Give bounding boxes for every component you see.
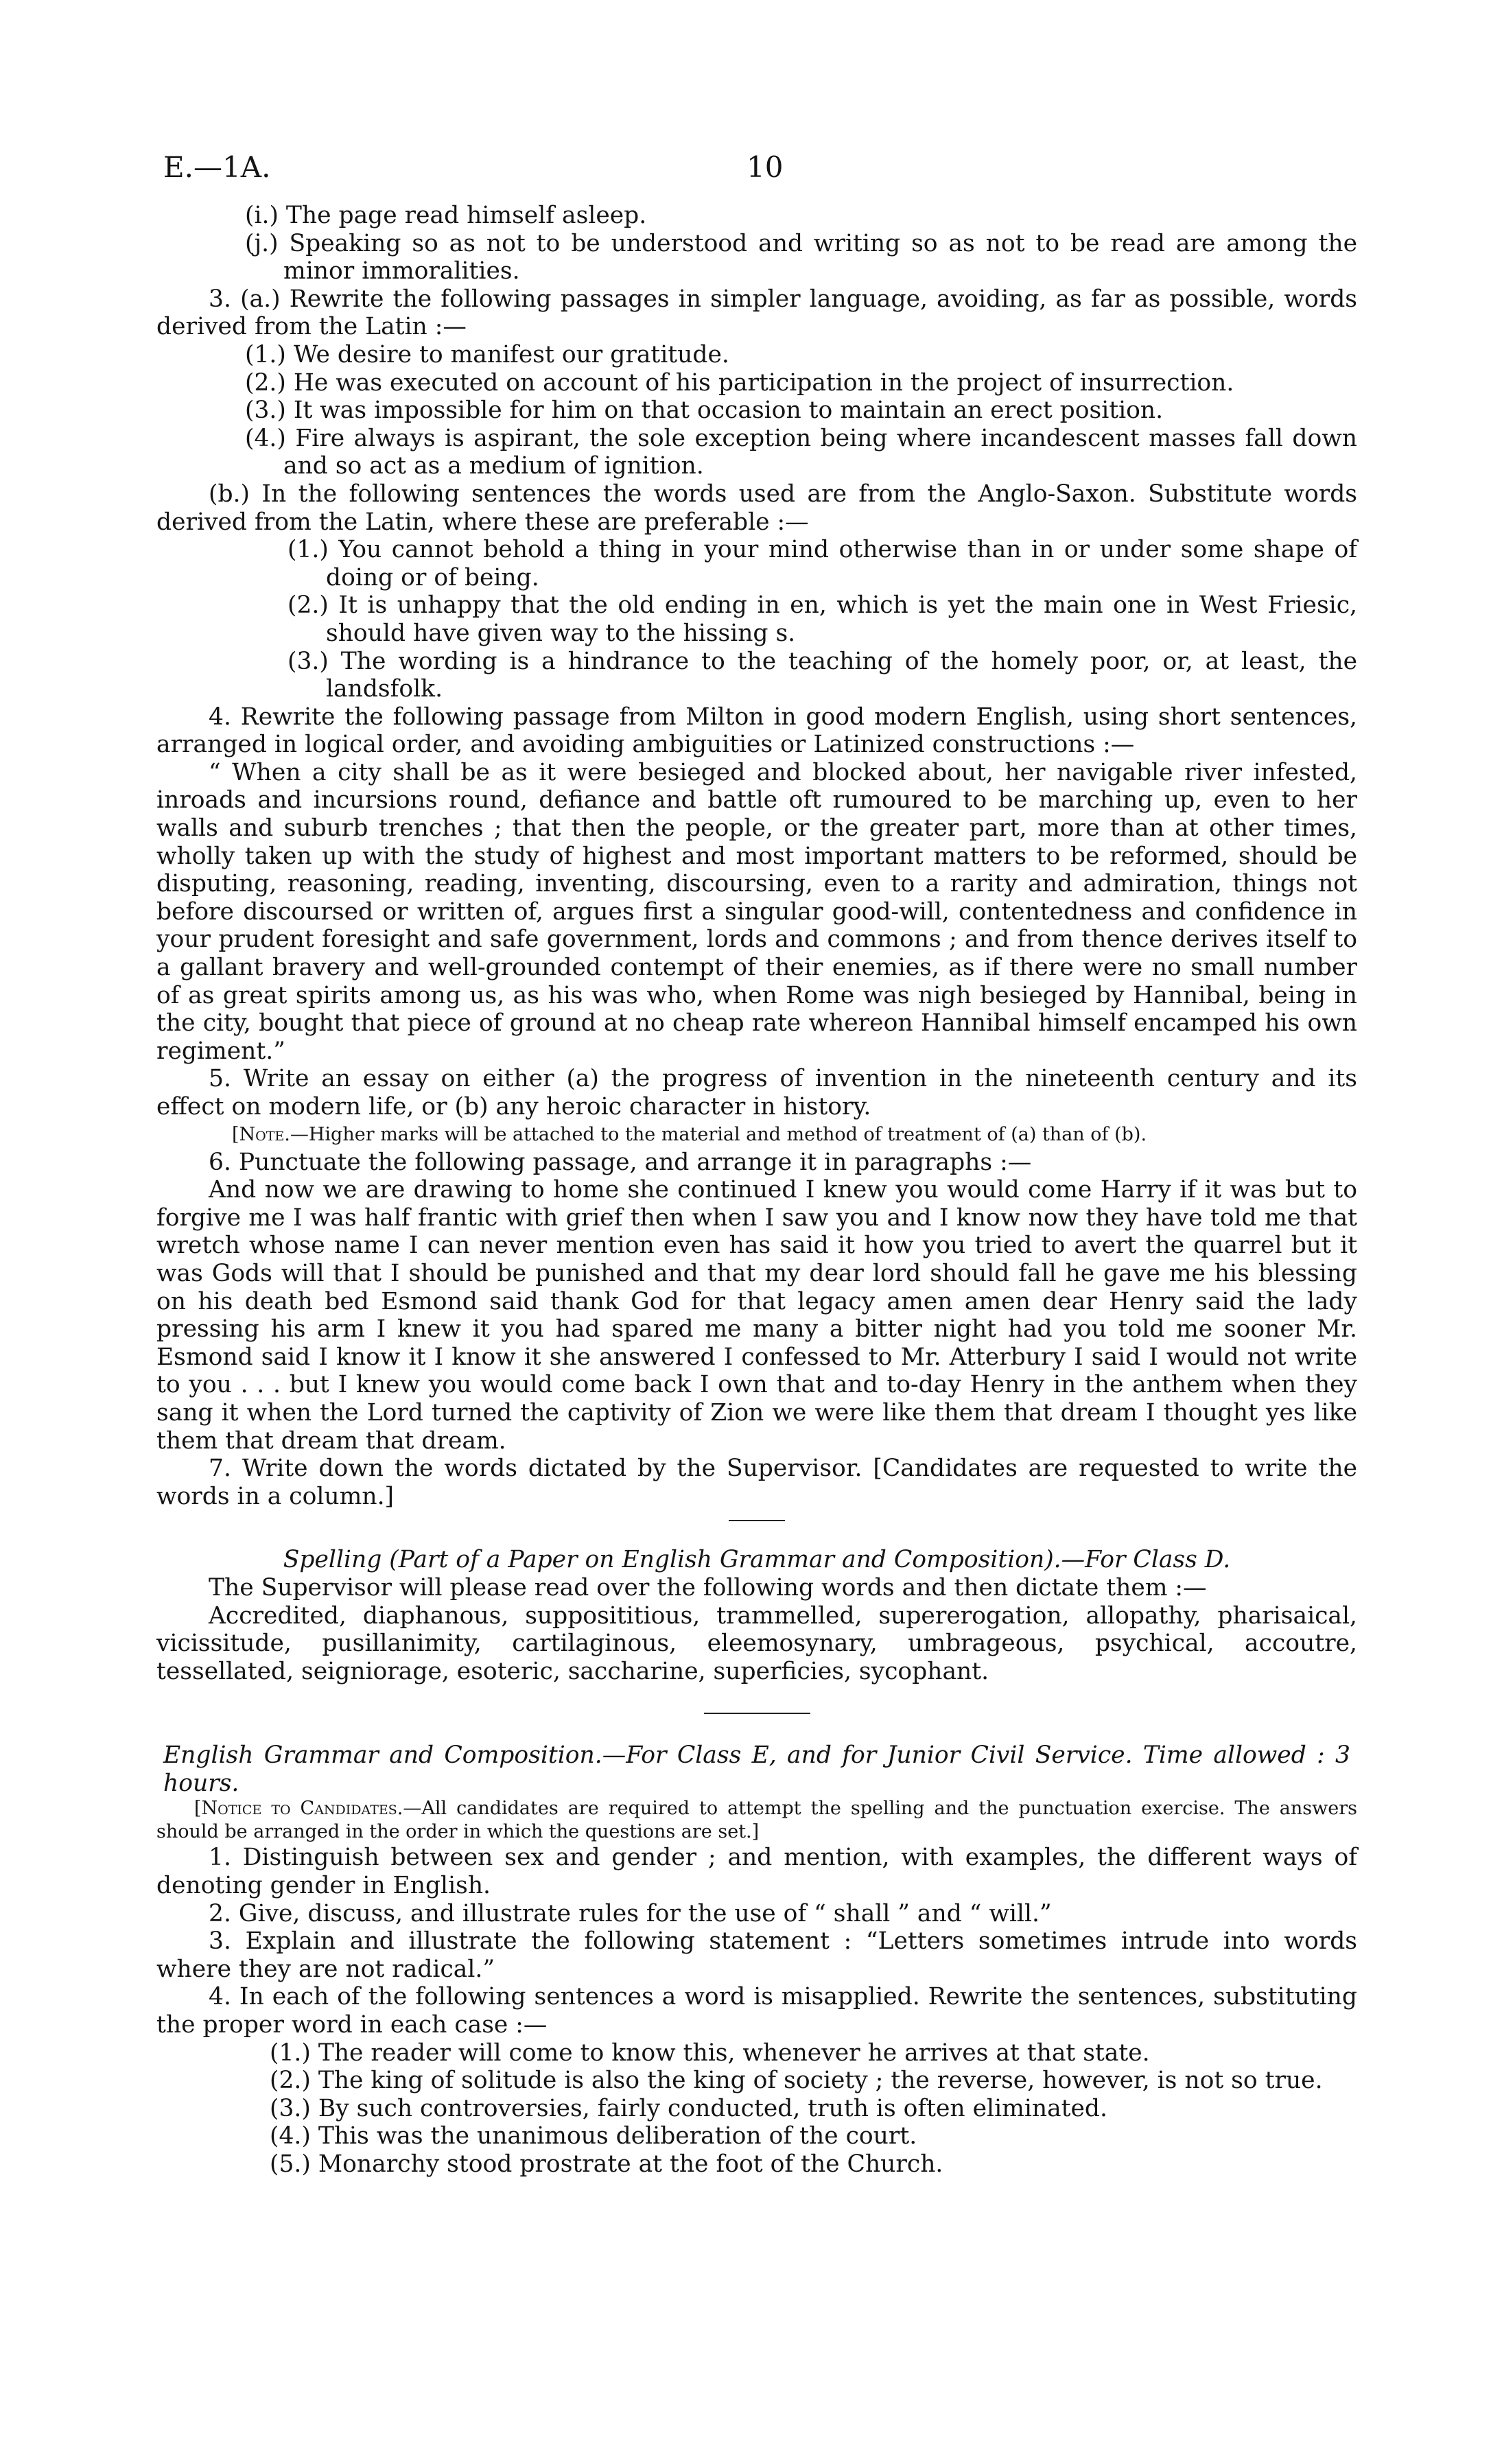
- section-divider: [704, 1713, 810, 1714]
- document-reference: E.—1A.: [163, 150, 271, 184]
- item-i: (i.) The page read himself asleep.: [245, 202, 647, 229]
- question-4: 4. Rewrite the following passage from Milton in good modern English, using short sentences, arranged in logical order, and avoiding ambiguities or Latinized constructions :—: [156, 703, 1357, 759]
- grammar-section-title: English Grammar and Composition.—For Class E, and for Junior Civil Service. Time allowed : 3 hours.: [163, 1741, 1350, 1797]
- question-5-note: [Note.—Higher marks will be attached to the material and method of treatment of (a) than of (b).: [232, 1123, 1147, 1145]
- milton-passage: “ When a city shall be as it were besieged and blocked about, her navigable river infested, inroads and incursions round, defiance and battle oft rumoured to be marching up, even to her walls and suburb trenches ; that then the people, or the greater part, more than at other times, wholly taken up with the study of highest and most important matters to be reformed, should be disputing, reasoning, reading, inventing, discoursing, even to a rarity and admiration, things not before discoursed or written of, argues first a singular good-will, contentedness and confidence in your prudent foresight and safe government, lords and commons ; and from thence derives itself to a gallant bravery and well-grounded contempt of their enemies, as if there were no small number of as great spirits among us, as his was who, when Rome was nigh besieged by Hannibal, being in the city, bought that piece of ground at no cheap rate whereon Hannibal himself encamped his own regiment.”: [156, 758, 1357, 1065]
- grammar-question-4: 4. In each of the following sentences a word is misapplied. Rewrite the sentences, substituting the proper word in each case :—: [156, 1983, 1357, 2039]
- spelling-section-title: Spelling (Part of a Paper on English Grammar and Composition).—For Class D.: [283, 1546, 1231, 1574]
- grammar-q4-item: (5.) Monarchy stood prostrate at the foot of the Church.: [270, 2150, 943, 2178]
- q3a-item: (1.) We desire to manifest our gratitude.: [245, 340, 729, 368]
- grammar-q4-item: (1.) The reader will come to know this, whenever he arrives at that state.: [270, 2039, 1150, 2067]
- spelling-instruction: The Supervisor will please read over the following words and then dictate them :—: [209, 1573, 1207, 1601]
- question-7: 7. Write down the words dictated by the Supervisor. [Candidates are requested to write the words in a column.]: [156, 1455, 1357, 1510]
- page-number: 10: [747, 150, 784, 184]
- question-6: 6. Punctuate the following passage, and arrange it in paragraphs :—: [209, 1148, 1032, 1176]
- q3b-item: (1.) You cannot behold a thing in your mind otherwise than in or under some shape of doing or of being.: [287, 536, 1357, 591]
- q3a-item: (3.) It was impossible for him on that occasion to maintain an erect position.: [245, 397, 1164, 425]
- q3b-item: (2.) It is unhappy that the old ending in en, which is yet the main one in West Friesic, should have given way to the hissing s.: [287, 591, 1358, 647]
- question-5: 5. Write an essay on either (a) the progress of invention in the nineteenth century and its effect on modern life, or (b) any heroic character in history.: [156, 1065, 1357, 1120]
- spelling-word-list: Accredited, diaphanous, supposititious, trammelled, supererogation, allopathy, pharisaical, vicissitude, pusillanimity, cartilaginous, eleemosynary, umbrageous, psychical, accoutre, tessellated, seigniorage, esoteric, saccharine, superficies, sycophant.: [156, 1601, 1357, 1685]
- question-3b: (b.) In the following sentences the words used are from the Anglo-Saxon. Substitute words derived from the Latin, where these are preferable :—: [156, 480, 1358, 536]
- grammar-q4-item: (2.) The king of solitude is also the king of society ; the reverse, however, is not so true.: [270, 2067, 1323, 2095]
- q3a-item: (4.) Fire always is aspirant, the sole exception being where incandescent masses fall down and so act as a medium of ignition.: [245, 424, 1358, 480]
- q3a-item: (2.) He was executed on account of his participation in the project of insurrection.: [245, 368, 1234, 397]
- question-3a: 3. (a.) Rewrite the following passages in simpler language, avoiding, as far as possible, words derived from the Latin :—: [156, 285, 1357, 341]
- grammar-question-3: 3. Explain and illustrate the following statement : “Letters sometimes intrude into words where they are not radical.”: [156, 1927, 1357, 1983]
- grammar-q4-item: (3.) By such controversies, fairly conducted, truth is often eliminated.: [270, 2094, 1107, 2122]
- notice-to-candidates: [Notice to Candidates.—All candidates are required to attempt the spelling and the punctuation exercise. The answers should be arranged in the order in which the questions are set.]: [156, 1798, 1357, 1843]
- section-divider: [729, 1520, 785, 1521]
- grammar-question-2: 2. Give, discuss, and illustrate rules for the use of “ shall ” and “ will.”: [209, 1899, 1052, 1927]
- page-header: [156, 150, 1357, 202]
- exam-page: [156, 150, 1358, 2179]
- item-j: (j.) Speaking so as not to be understood and writing so as not to be read are among the minor immoralities.: [245, 229, 1357, 285]
- grammar-question-1: 1. Distinguish between sex and gender ; and mention, with examples, the different ways of denoting gender in English.: [156, 1844, 1357, 1900]
- q3b-item: (3.) The wording is a hindrance to the teaching of the homely poor, or, at least, the landsfolk.: [287, 647, 1357, 703]
- punctuation-passage: And now we are drawing to home she continued I knew you would come Harry if it was but to forgive me I was half frantic with grief then when I saw you and I know now they have told me that wretch whose name I can never mention even has said it how you tried to avert the quarrel but it was Gods will that I should be punished and that my dear lord should fall he gave me his blessing on his death bed Esmond said thank God for that legacy amen amen dear Henry said the lady pressing his arm I knew it you had spared me many a bitter night had you told me sooner Mr. Esmond said I know it I know it she answered I confessed to Mr. Atterbury I said I would not write to you . . . but I knew you would come back I own that and to-day Henry in the anthem when they sang it when the Lord turned the captivity of Zion we were like them that dream I thought yes like them that dream that dream.: [156, 1176, 1357, 1455]
- grammar-q4-item: (4.) This was the unanimous deliberation of the court.: [270, 2122, 917, 2150]
